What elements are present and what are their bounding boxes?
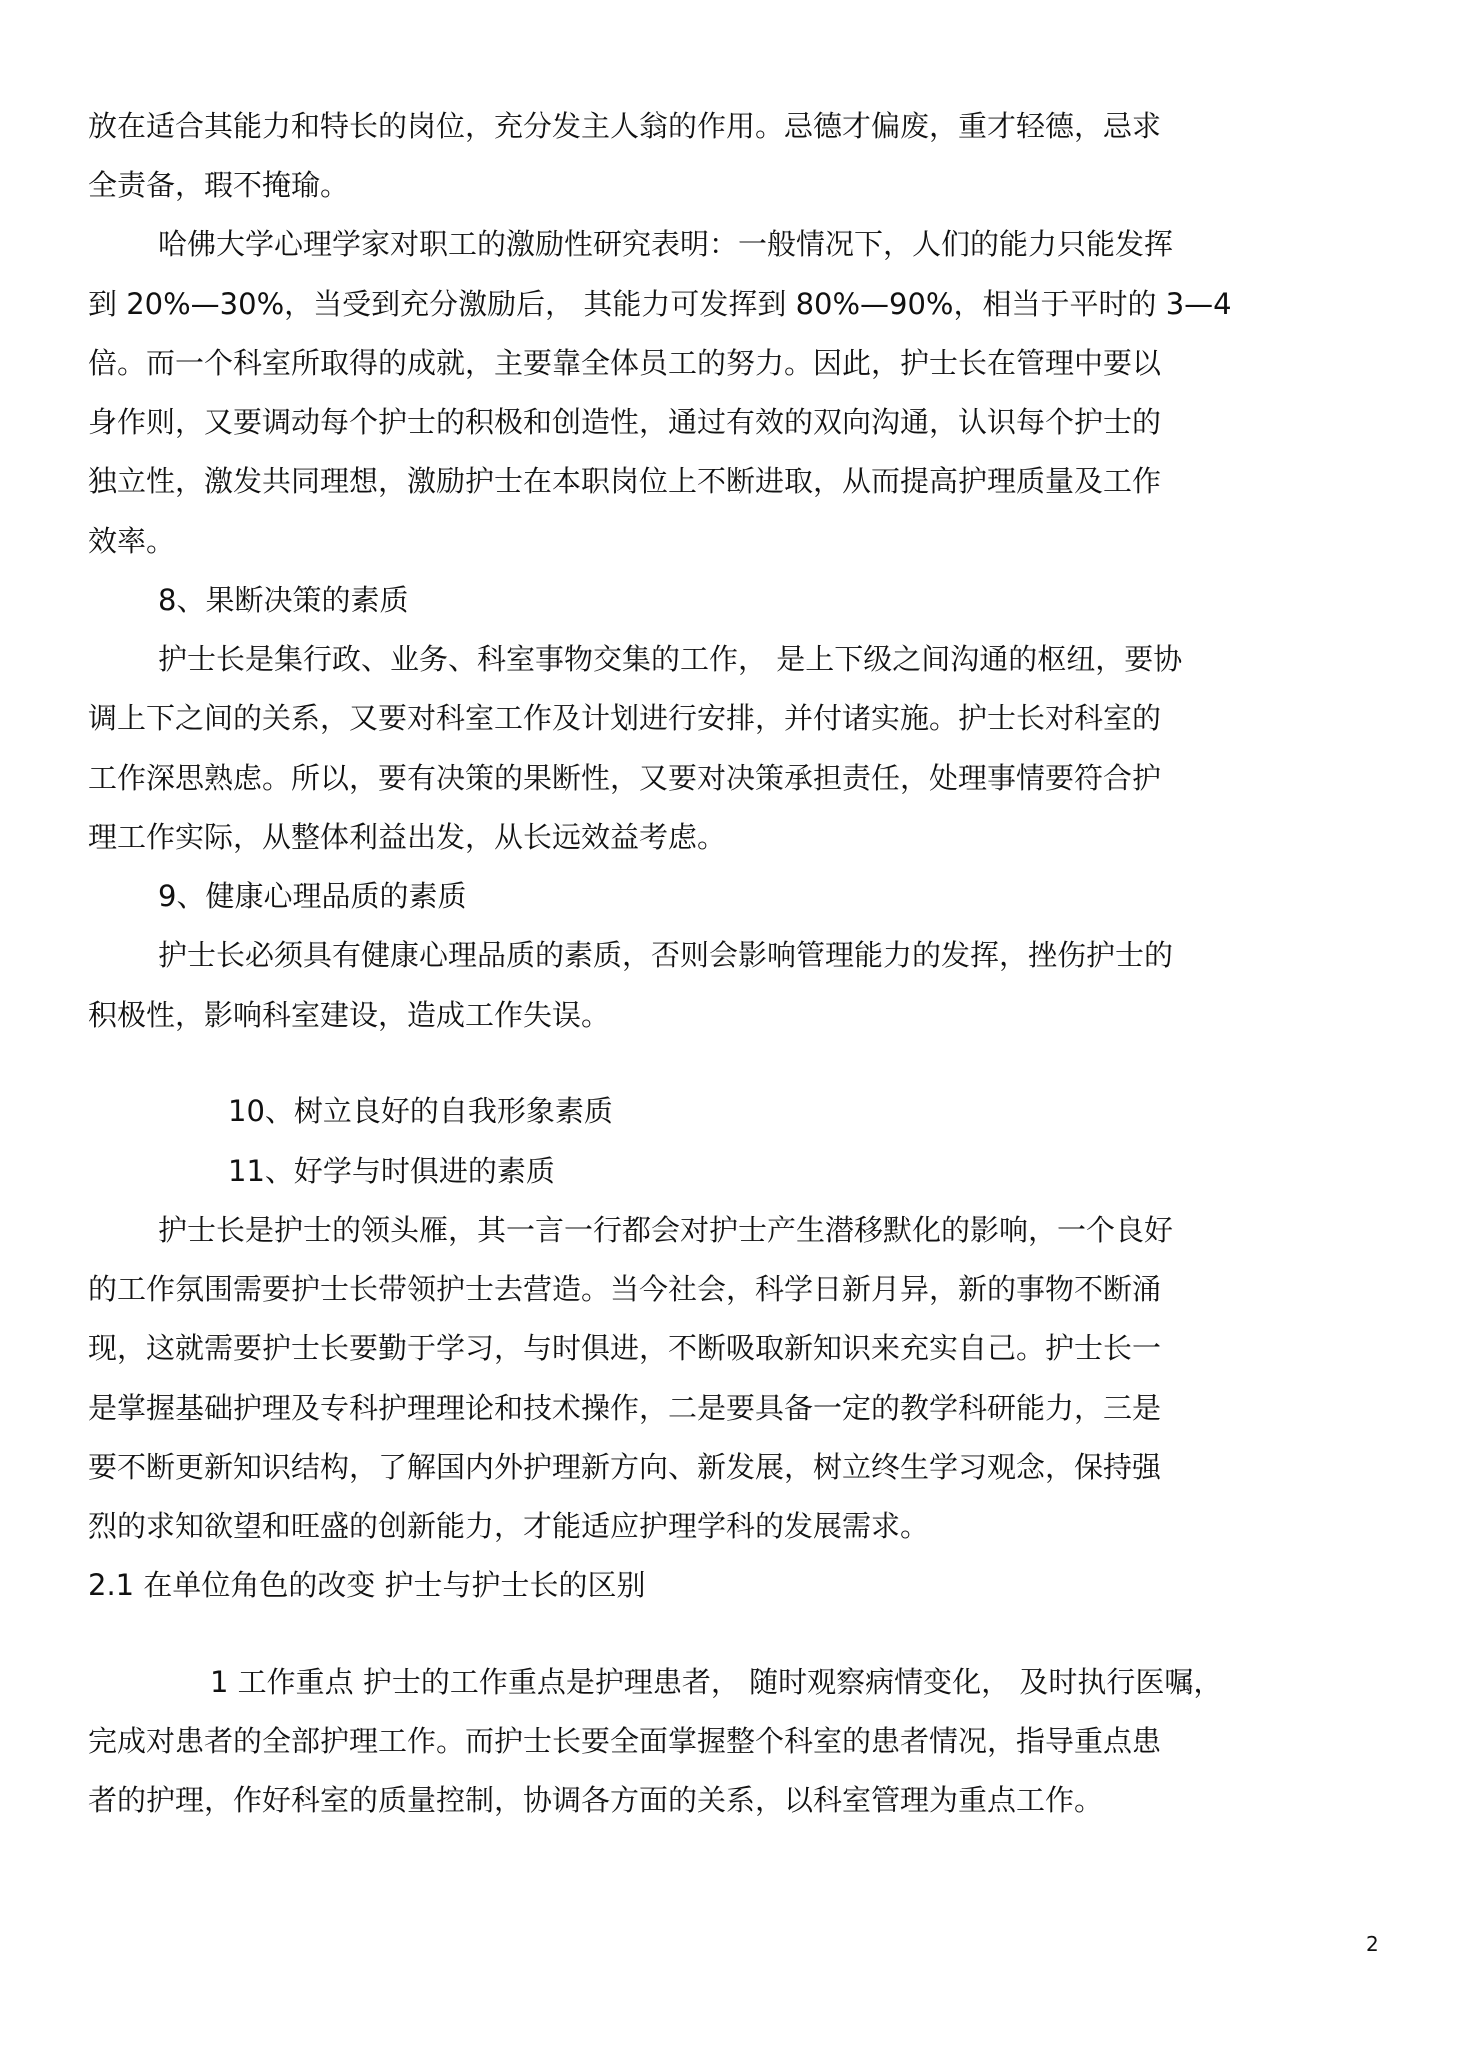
text-line: 全责备，瑕不掩瑜。: [88, 168, 350, 202]
text-line: 要不断更新知识结构，了解国内外护理新方向、新发展，树立终生学习观念，保持强: [88, 1450, 1162, 1484]
text-line: 的工作氛围需要护士长带领护士去营造。当今社会，科学日新月异，新的事物不断涌: [88, 1272, 1162, 1306]
text-line: 身作则，又要调动每个护士的积极和创造性，通过有效的双向沟通，认识每个护士的: [88, 405, 1162, 439]
section-heading: 8、果断决策的素质: [158, 583, 409, 617]
section-heading: 2.1 在单位角色的改变 护士与护士长的区别: [88, 1568, 646, 1602]
text-line: 工作深思熟虑。所以，要有决策的果断性，又要对决策承担责任，处理事情要符合护: [88, 761, 1162, 795]
section-heading: 10、树立良好的自我形象素质: [228, 1094, 613, 1128]
text-line: 护士长是护士的领头雁，其一言一行都会对护士产生潜移默化的影响，一个良好: [158, 1213, 1174, 1247]
text-line: 是掌握基础护理及专科护理理论和技术操作，二是要具备一定的教学科研能力，三是: [88, 1391, 1162, 1425]
text-line: 理工作实际，从整体利益出发，从长远效益考虑。: [88, 820, 727, 854]
page-number: 2: [1366, 1932, 1379, 1956]
text-line: 完成对患者的全部护理工作。而护士长要全面掌握整个科室的患者情况，指导重点患: [88, 1724, 1162, 1758]
text-line: 积极性，影响科室建设，造成工作失误。: [88, 998, 611, 1032]
text-line: 护士长是集行政、业务、科室事物交集的工作， 是上下级之间沟通的枢纽，要协: [158, 642, 1183, 676]
text-line: 效率。: [88, 524, 176, 558]
section-heading: 9、健康心理品质的素质: [158, 879, 467, 913]
text-line: 哈佛大学心理学家对职工的激励性研究表明：一般情况下，人们的能力只能发挥: [158, 227, 1174, 261]
text-line: 放在适合其能力和特长的岗位，充分发主人翁的作用。忌德才偏废，重才轻德，忌求: [88, 109, 1162, 143]
text-line: 护士长必须具有健康心理品质的素质，否则会影响管理能力的发挥，挫伤护士的: [158, 938, 1174, 972]
text-line: 倍。而一个科室所取得的成就，主要靠全体员工的努力。因此，护士长在管理中要以: [88, 346, 1162, 380]
text-line: 调上下之间的关系，又要对科室工作及计划进行安排，并付诸实施。护士长对科室的: [88, 701, 1162, 735]
section-heading: 11、好学与时俱进的素质: [228, 1154, 555, 1188]
text-line: 独立性，激发共同理想，激励护士在本职岗位上不断进取，从而提高护理质量及工作: [88, 464, 1162, 498]
text-line: 到 20%—30%，当受到充分激励后， 其能力可发挥到 80%—90%，相当于平时的 3—4: [88, 287, 1232, 321]
text-line: 1 工作重点 护士的工作重点是护理患者， 随时观察病情变化， 及时执行医嘱，: [210, 1665, 1223, 1699]
text-line: 者的护理，作好科室的质量控制，协调各方面的关系，以科室管理为重点工作。: [88, 1783, 1104, 1817]
text-line: 烈的求知欲望和旺盛的创新能力，才能适应护理学科的发展需求。: [88, 1509, 930, 1543]
text-line: 现，这就需要护士长要勤于学习，与时俱进，不断吸取新知识来充实自己。护士长一: [88, 1331, 1162, 1365]
